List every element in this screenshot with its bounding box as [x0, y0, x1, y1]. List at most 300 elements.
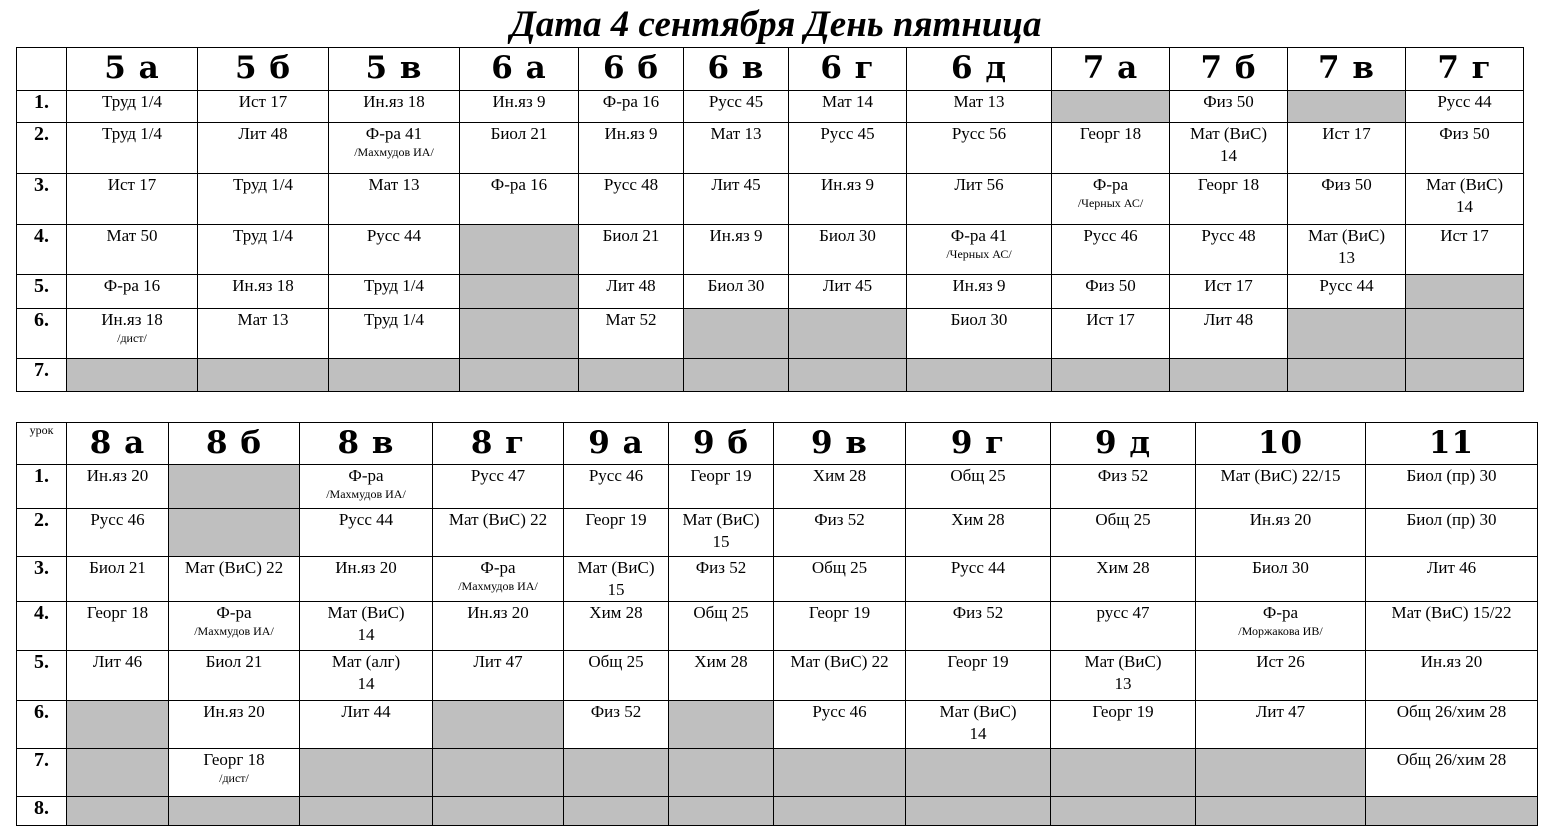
subject-room: Русс 46: [90, 510, 145, 529]
class-header: 9 в: [774, 423, 906, 465]
lesson-cell: [579, 275, 684, 309]
lesson-cell: [1366, 701, 1538, 749]
subject-room: 14: [357, 625, 375, 644]
lesson-cell: [1170, 309, 1288, 359]
lesson-row: [17, 509, 1538, 557]
subject-room: Лит 45: [822, 276, 873, 295]
empty-lesson-cell: [669, 797, 774, 826]
lesson-number: 3.: [17, 557, 67, 602]
lesson-row: [17, 465, 1538, 509]
empty-lesson-cell: [1288, 359, 1406, 392]
subject-room: Физ 52: [1097, 466, 1149, 485]
subject-room: Общ 26/хим 28: [1396, 702, 1507, 721]
lesson-number: 4.: [17, 602, 67, 651]
subject-room: Хим 28: [694, 652, 748, 671]
empty-lesson-cell: [460, 359, 579, 392]
lesson-cell: [907, 123, 1052, 174]
subject-room: Ин.яз 20: [86, 466, 149, 485]
lesson-cell: [169, 651, 300, 701]
lesson-cell: [460, 123, 579, 174]
subject-room: Мат 14: [822, 92, 873, 111]
subject-room: Мат (ВиС) 22/15: [1220, 466, 1341, 485]
subject-room: Мат 13: [953, 92, 1005, 111]
subject-room: Ин.яз 9: [952, 276, 1006, 295]
lesson-number: 1.: [17, 91, 67, 123]
subject-room: Ф-ра 16: [602, 92, 660, 111]
subject-room: Ф-ра 16: [103, 276, 161, 295]
subject-room: Мат 13: [237, 310, 289, 329]
subject-room: Русс 45: [820, 124, 875, 143]
lesson-cell: [906, 465, 1051, 509]
lesson-cell: [774, 602, 906, 651]
lesson-cell: [579, 225, 684, 275]
empty-lesson-cell: [1288, 309, 1406, 359]
subject-room: Ин.яз 9: [709, 226, 763, 245]
empty-lesson-cell: [169, 509, 300, 557]
lesson-cell: [669, 465, 774, 509]
lesson-cell: [433, 509, 564, 557]
lesson-cell: [1051, 602, 1196, 651]
subject-room: Биол 21: [602, 226, 660, 245]
subject-room: Мат (ВиС): [682, 510, 760, 529]
subject-room: Мат 50: [106, 226, 158, 245]
lesson-cell: [1406, 225, 1524, 275]
lesson-cell: [1052, 225, 1170, 275]
subject-room: Мат (ВиС): [1084, 652, 1162, 671]
lesson-cell: [1406, 91, 1524, 123]
subject-room: Ф-ра 41: [950, 226, 1008, 245]
lesson-cell: [1196, 701, 1366, 749]
lesson-cell: [300, 602, 433, 651]
lesson-cell: [1196, 651, 1366, 701]
subject-room: Русс 46: [812, 702, 867, 721]
class-header: 6 в: [684, 48, 789, 91]
teacher-note: /Черных АС/: [1077, 196, 1144, 210]
lesson-cell: [774, 651, 906, 701]
lesson-row: [17, 651, 1538, 701]
lesson-cell: [669, 557, 774, 602]
teacher-note: /Махмудов ИА/: [354, 145, 434, 159]
subject-room: Ин.яз 9: [492, 92, 546, 111]
subject-room: Георг 19: [585, 510, 647, 529]
subject-room: Георг 18: [1197, 175, 1260, 194]
lesson-cell: [1051, 651, 1196, 701]
lesson-cell: [669, 509, 774, 557]
lesson-cell: [1052, 309, 1170, 359]
class-header: 7 в: [1288, 48, 1406, 91]
lesson-cell: [1170, 225, 1288, 275]
lesson-cell: [1366, 509, 1538, 557]
lesson-cell: [564, 465, 669, 509]
empty-lesson-cell: [669, 701, 774, 749]
subject-room: Биол 30: [819, 226, 876, 245]
lesson-cell: [300, 651, 433, 701]
lesson-corner-label: урок: [17, 423, 67, 465]
subject-room: Мат (ВиС): [577, 558, 655, 577]
lesson-cell: [1051, 557, 1196, 602]
subject-room: Ист 17: [1204, 276, 1253, 295]
empty-lesson-cell: [460, 225, 579, 275]
lesson-cell: [1170, 174, 1288, 225]
class-header: 8 б: [169, 423, 300, 465]
class-header: 9 г: [906, 423, 1051, 465]
subject-room: Биол 30: [1252, 558, 1309, 577]
class-header: 10: [1196, 423, 1366, 465]
subject-room: Ин.яз 9: [604, 124, 658, 143]
class-header-row: [17, 423, 1538, 465]
class-header: 6 д: [907, 48, 1052, 91]
lesson-cell: [1051, 701, 1196, 749]
lesson-cell: [67, 225, 198, 275]
lesson-cell: [1196, 557, 1366, 602]
lesson-number: 7.: [17, 359, 67, 392]
empty-lesson-cell: [684, 309, 789, 359]
lesson-cell: [1052, 275, 1170, 309]
lesson-cell: [1170, 91, 1288, 123]
lesson-cell: [907, 174, 1052, 225]
subject-room: Мат (ВиС): [327, 603, 405, 622]
subject-room: Биол 30: [950, 310, 1008, 329]
lesson-number: 7.: [17, 749, 67, 797]
subject-room: Ист 17: [107, 175, 157, 194]
subject-room: Русс 46: [1083, 226, 1138, 245]
lesson-cell: [579, 309, 684, 359]
empty-lesson-cell: [684, 359, 789, 392]
lesson-cell: [169, 557, 300, 602]
lesson-cell: [906, 651, 1051, 701]
class-header: 6 г: [789, 48, 907, 91]
lesson-cell: [460, 91, 579, 123]
lesson-row: [17, 225, 1524, 275]
lesson-cell: [67, 91, 198, 123]
empty-lesson-cell: [906, 797, 1051, 826]
teacher-note: /Черных АС/: [946, 247, 1012, 261]
empty-lesson-cell: [564, 797, 669, 826]
lesson-number: 2.: [17, 123, 67, 174]
empty-lesson-cell: [67, 701, 169, 749]
lesson-cell: [907, 309, 1052, 359]
subject-room: Труд 1/4: [232, 226, 294, 245]
subject-room: Мат (ВиС) 22: [790, 652, 889, 671]
subject-room: Биол 21: [89, 558, 146, 577]
lesson-cell: [684, 174, 789, 225]
lesson-cell: [300, 465, 433, 509]
lesson-cell: [1170, 275, 1288, 309]
subject-room: Ист 17: [1322, 124, 1371, 143]
subject-room: Мат (ВиС): [1308, 226, 1385, 245]
subject-room: русс 47: [1096, 603, 1150, 622]
lesson-cell: [1406, 174, 1524, 225]
empty-lesson-cell: [67, 797, 169, 826]
empty-lesson-cell: [1052, 91, 1170, 123]
empty-lesson-cell: [169, 465, 300, 509]
lesson-number: 6.: [17, 701, 67, 749]
lesson-cell: [67, 651, 169, 701]
subject-room: Русс 56: [951, 124, 1007, 143]
subject-room: 13: [1114, 674, 1132, 693]
subject-room: Русс 44: [1437, 92, 1492, 111]
lesson-cell: [198, 123, 329, 174]
lesson-cell: [433, 602, 564, 651]
empty-lesson-cell: [300, 797, 433, 826]
lesson-corner-label: [17, 48, 67, 91]
subject-room: 14: [1220, 146, 1237, 165]
subject-room: Ф-ра: [216, 603, 252, 622]
class-header: 5 б: [198, 48, 329, 91]
subject-room: Лит 46: [1426, 558, 1477, 577]
class-header: 7 б: [1170, 48, 1288, 91]
subject-room: Биол 21: [205, 652, 263, 671]
empty-lesson-cell: [329, 359, 460, 392]
empty-lesson-cell: [1288, 91, 1406, 123]
lesson-cell: [169, 701, 300, 749]
lesson-cell: [329, 275, 460, 309]
class-header: 6 б: [579, 48, 684, 91]
lesson-cell: [579, 174, 684, 225]
subject-room: Ин.яз 18: [232, 276, 294, 295]
lesson-cell: [564, 557, 669, 602]
lesson-row: [17, 275, 1524, 309]
subject-room: Биол 21: [490, 124, 548, 143]
subject-room: Мат (алг): [331, 652, 401, 671]
subject-room: Георг 18: [1079, 124, 1142, 143]
lesson-cell: [460, 174, 579, 225]
empty-lesson-cell: [789, 359, 907, 392]
class-header: 5 а: [67, 48, 198, 91]
teacher-note: /дист/: [117, 331, 147, 345]
subject-room: Ин.яз 20: [1249, 510, 1312, 529]
lesson-cell: [564, 651, 669, 701]
subject-room: Георг 18: [203, 750, 265, 769]
class-header: 11: [1366, 423, 1538, 465]
lesson-cell: [789, 225, 907, 275]
subject-room: Мат (ВиС) 22: [184, 558, 284, 577]
lesson-cell: [564, 701, 669, 749]
subject-room: Физ 50: [1439, 124, 1490, 143]
lesson-row: [17, 749, 1538, 797]
subject-room: Русс 45: [708, 92, 764, 111]
lesson-cell: [774, 465, 906, 509]
lesson-cell: [1288, 225, 1406, 275]
empty-lesson-cell: [433, 797, 564, 826]
subject-room: Георг 19: [947, 652, 1009, 671]
lesson-number: 1.: [17, 465, 67, 509]
lesson-cell: [1288, 123, 1406, 174]
subject-room: Мат 52: [605, 310, 657, 329]
lesson-cell: [1051, 465, 1196, 509]
subject-room: 14: [357, 674, 375, 693]
lesson-cell: [907, 225, 1052, 275]
subject-room: Труд 1/4: [363, 310, 425, 329]
subject-room: Русс 44: [338, 510, 394, 529]
subject-room: Труд 1/4: [101, 92, 163, 111]
empty-lesson-cell: [774, 797, 906, 826]
lesson-number: 8.: [17, 797, 67, 826]
empty-lesson-cell: [433, 749, 564, 797]
subject-room: Русс 46: [588, 466, 644, 485]
lesson-cell: [789, 275, 907, 309]
lesson-cell: [1196, 509, 1366, 557]
lesson-cell: [579, 123, 684, 174]
subject-room: Георг 19: [690, 466, 752, 485]
class-header: 6 а: [460, 48, 579, 91]
subject-room: Физ 50: [1085, 276, 1136, 295]
subject-room: Мат (ВиС) 15/22: [1391, 603, 1512, 622]
empty-lesson-cell: [198, 359, 329, 392]
lesson-number: 5.: [17, 651, 67, 701]
subject-room: Труд 1/4: [363, 276, 425, 295]
empty-lesson-cell: [774, 749, 906, 797]
subject-room: Русс 47: [470, 466, 526, 485]
lesson-cell: [1170, 123, 1288, 174]
empty-lesson-cell: [460, 309, 579, 359]
lesson-cell: [67, 123, 198, 174]
lesson-cell: [906, 557, 1051, 602]
lesson-number: 2.: [17, 509, 67, 557]
subject-room: Лит 47: [473, 652, 523, 671]
class-header: 7 а: [1052, 48, 1170, 91]
subject-room: Лит 56: [954, 175, 1004, 194]
lesson-cell: [906, 602, 1051, 651]
empty-lesson-cell: [433, 701, 564, 749]
class-header: 7 г: [1406, 48, 1524, 91]
teacher-note: /Моржакова ИВ/: [1238, 624, 1323, 638]
lesson-row: [17, 123, 1524, 174]
lesson-cell: [67, 275, 198, 309]
lesson-cell: [67, 174, 198, 225]
empty-lesson-cell: [1170, 359, 1288, 392]
teacher-note: /Махмудов ИА/: [326, 487, 406, 501]
lesson-row: [17, 309, 1524, 359]
lesson-cell: [564, 602, 669, 651]
lesson-cell: [579, 91, 684, 123]
subject-room: Ин.яз 20: [203, 702, 265, 721]
subject-room: Лит 47: [1255, 702, 1306, 721]
lesson-cell: [684, 91, 789, 123]
subject-room: 14: [1456, 197, 1473, 216]
subject-room: Физ 50: [1321, 175, 1372, 194]
subject-room: Общ 25: [811, 558, 868, 577]
lesson-row: [17, 91, 1524, 123]
subject-room: Мат (ВиС): [1190, 124, 1267, 143]
empty-lesson-cell: [1406, 359, 1524, 392]
empty-lesson-cell: [1406, 275, 1524, 309]
lesson-cell: [564, 509, 669, 557]
lesson-cell: [329, 123, 460, 174]
lesson-row: [17, 359, 1524, 392]
subject-room: Ф-ра: [480, 558, 516, 577]
lesson-cell: [198, 225, 329, 275]
subject-room: Труд 1/4: [101, 124, 163, 143]
lesson-cell: [1051, 509, 1196, 557]
subject-room: Ф-ра: [348, 466, 384, 485]
subject-room: Общ 25: [1095, 510, 1151, 529]
empty-lesson-cell: [67, 749, 169, 797]
lesson-cell: [169, 602, 300, 651]
subject-room: Ф-ра 41: [365, 124, 423, 143]
empty-lesson-cell: [460, 275, 579, 309]
lesson-cell: [329, 91, 460, 123]
subject-room: Лит 44: [341, 702, 391, 721]
subject-room: Хим 28: [1096, 558, 1150, 577]
empty-lesson-cell: [1051, 797, 1196, 826]
subject-room: Ин.яз 20: [1420, 652, 1483, 671]
lesson-cell: [1406, 123, 1524, 174]
empty-lesson-cell: [907, 359, 1052, 392]
lesson-cell: [789, 91, 907, 123]
lesson-cell: [684, 123, 789, 174]
subject-room: Ист 17: [238, 92, 288, 111]
subject-room: Лит 46: [92, 652, 143, 671]
lesson-cell: [433, 651, 564, 701]
empty-lesson-cell: [1196, 797, 1366, 826]
empty-lesson-cell: [1366, 797, 1538, 826]
class-header: 9 а: [564, 423, 669, 465]
lesson-cell: [669, 602, 774, 651]
lesson-cell: [67, 509, 169, 557]
teacher-note: /Махмудов ИА/: [458, 579, 538, 593]
subject-room: Мат (ВиС) 22: [448, 510, 548, 529]
subject-room: Ист 17: [1086, 310, 1135, 329]
lesson-cell: [789, 123, 907, 174]
lesson-cell: [1052, 174, 1170, 225]
lesson-row: [17, 797, 1538, 826]
subject-room: Георг 19: [808, 603, 871, 622]
lesson-number: 3.: [17, 174, 67, 225]
subject-room: Общ 26/хим 28: [1396, 750, 1507, 769]
subject-room: Ин.яз 20: [335, 558, 397, 577]
subject-room: Физ 52: [695, 558, 747, 577]
lesson-cell: [1366, 465, 1538, 509]
lesson-row: [17, 174, 1524, 225]
subject-room: Труд 1/4: [232, 175, 294, 194]
lesson-cell: [67, 602, 169, 651]
subject-room: Ист 26: [1256, 652, 1305, 671]
lesson-number: 6.: [17, 309, 67, 359]
empty-lesson-cell: [1406, 309, 1524, 359]
lesson-cell: [198, 174, 329, 225]
subject-room: Георг 19: [1092, 702, 1154, 721]
class-header: 8 в: [300, 423, 433, 465]
lesson-cell: [198, 309, 329, 359]
subject-room: Ин.яз 20: [467, 603, 529, 622]
subject-room: Физ 52: [814, 510, 865, 529]
lesson-cell: [1366, 749, 1538, 797]
class-header: 5 в: [329, 48, 460, 91]
lesson-number: 5.: [17, 275, 67, 309]
lesson-cell: [906, 509, 1051, 557]
lesson-cell: [433, 557, 564, 602]
subject-room: Ин.яз 18: [363, 92, 425, 111]
lesson-cell: [433, 465, 564, 509]
lesson-row: [17, 701, 1538, 749]
empty-lesson-cell: [579, 359, 684, 392]
empty-lesson-cell: [789, 309, 907, 359]
subject-room: Физ 52: [590, 702, 642, 721]
subject-room: Биол (пр) 30: [1406, 510, 1497, 529]
teacher-note: /дист/: [219, 771, 249, 785]
lesson-cell: [1052, 123, 1170, 174]
lesson-cell: [684, 275, 789, 309]
lesson-row: [17, 602, 1538, 651]
subject-room: Лит 48: [606, 276, 656, 295]
class-header-row: [17, 48, 1524, 91]
lesson-cell: [198, 91, 329, 123]
lesson-cell: [67, 309, 198, 359]
schedule-table-lower: [16, 422, 1538, 826]
lesson-cell: [169, 749, 300, 797]
lesson-cell: [684, 225, 789, 275]
